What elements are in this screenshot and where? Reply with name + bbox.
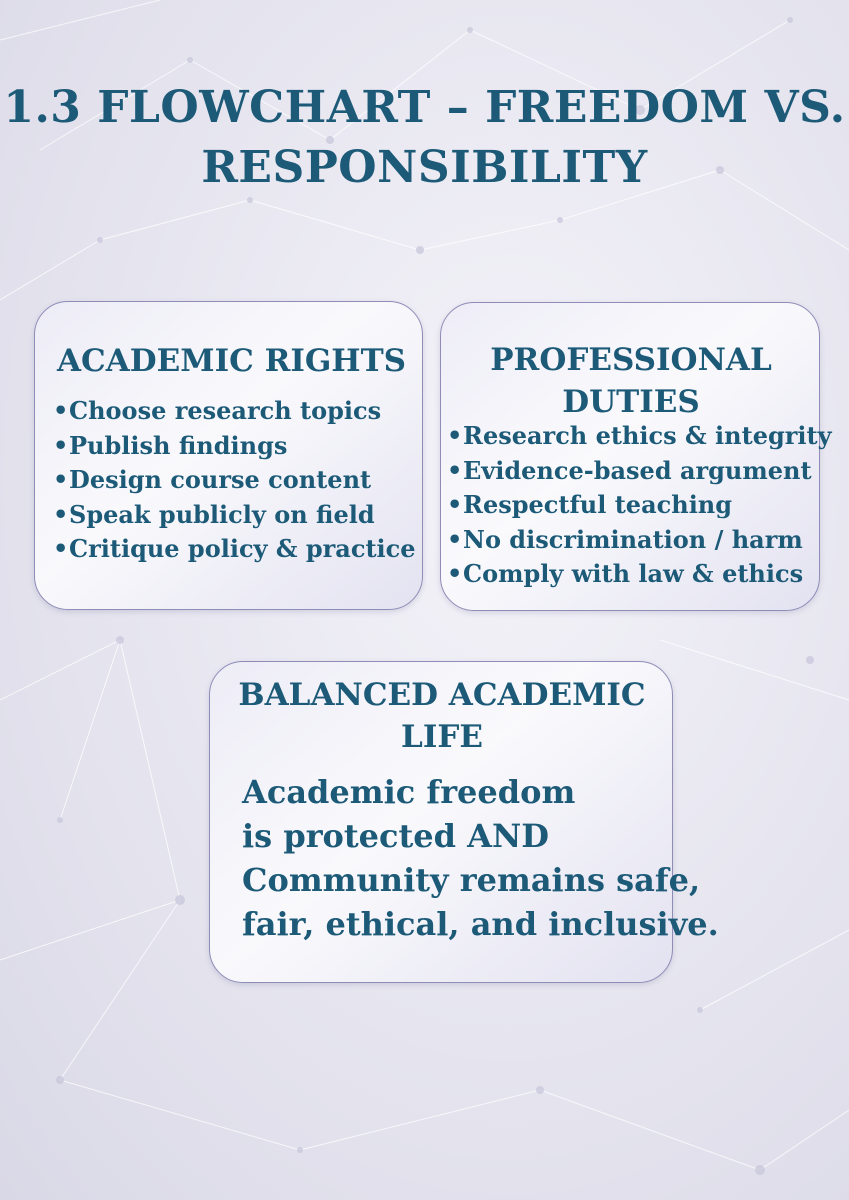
professional-duties-box xyxy=(440,302,832,611)
bullet-icon: • xyxy=(53,534,69,563)
balanced-heading-line-1: BALANCED ACADEMIC xyxy=(238,677,646,713)
list-item: •Publish findings xyxy=(53,429,416,464)
balanced-academic-life-heading xyxy=(210,674,674,758)
list-item: •Respectful teaching xyxy=(447,488,832,523)
statement-line: is protected AND xyxy=(242,817,549,855)
bullet-icon: • xyxy=(447,421,463,450)
bullet-icon: • xyxy=(447,455,463,485)
statement-line: Community remains safe, xyxy=(242,861,701,899)
list-item: •Critique policy & practice xyxy=(53,532,416,567)
bullet-icon: • xyxy=(53,396,69,425)
bullet-icon: • xyxy=(447,524,463,554)
statement-line: fair, ethical, and inclusive. xyxy=(242,905,719,943)
page-title xyxy=(0,78,849,198)
list-item: •No discrimination / harm xyxy=(447,523,832,558)
list-item: •Evidence-based argument xyxy=(447,454,832,489)
professional-duties-list xyxy=(447,419,832,592)
balanced-heading-line-2: LIFE xyxy=(401,719,483,755)
bullet-icon: • xyxy=(53,499,69,529)
list-item: •Speak publicly on field xyxy=(53,498,416,533)
list-item: •Comply with law & ethics xyxy=(447,557,832,592)
academic-rights-box xyxy=(34,301,423,610)
academic-rights-list xyxy=(53,394,416,567)
bullet-icon: • xyxy=(447,559,463,588)
bullet-icon: • xyxy=(447,490,463,519)
statement-line: Academic freedom xyxy=(242,773,576,811)
professional-duties-heading-line-1: PROFESSIONAL xyxy=(490,342,772,378)
balanced-academic-life-box xyxy=(209,661,719,983)
list-item: •Design course content xyxy=(53,463,416,498)
page-title-line-1: 1.3 FLOWCHART – FREEDOM VS. xyxy=(3,82,846,133)
professional-duties-heading-line-2: DUTIES xyxy=(562,384,700,420)
balanced-statement xyxy=(242,770,719,946)
professional-duties-heading xyxy=(441,339,821,423)
list-item: •Choose research topics xyxy=(53,394,416,429)
list-item: •Research ethics & integrity xyxy=(447,419,832,454)
academic-rights-heading: ACADEMIC RIGHTS xyxy=(57,343,407,379)
bullet-icon: • xyxy=(53,430,69,460)
page-title-line-2: RESPONSIBILITY xyxy=(201,142,648,193)
bullet-icon: • xyxy=(53,465,69,494)
